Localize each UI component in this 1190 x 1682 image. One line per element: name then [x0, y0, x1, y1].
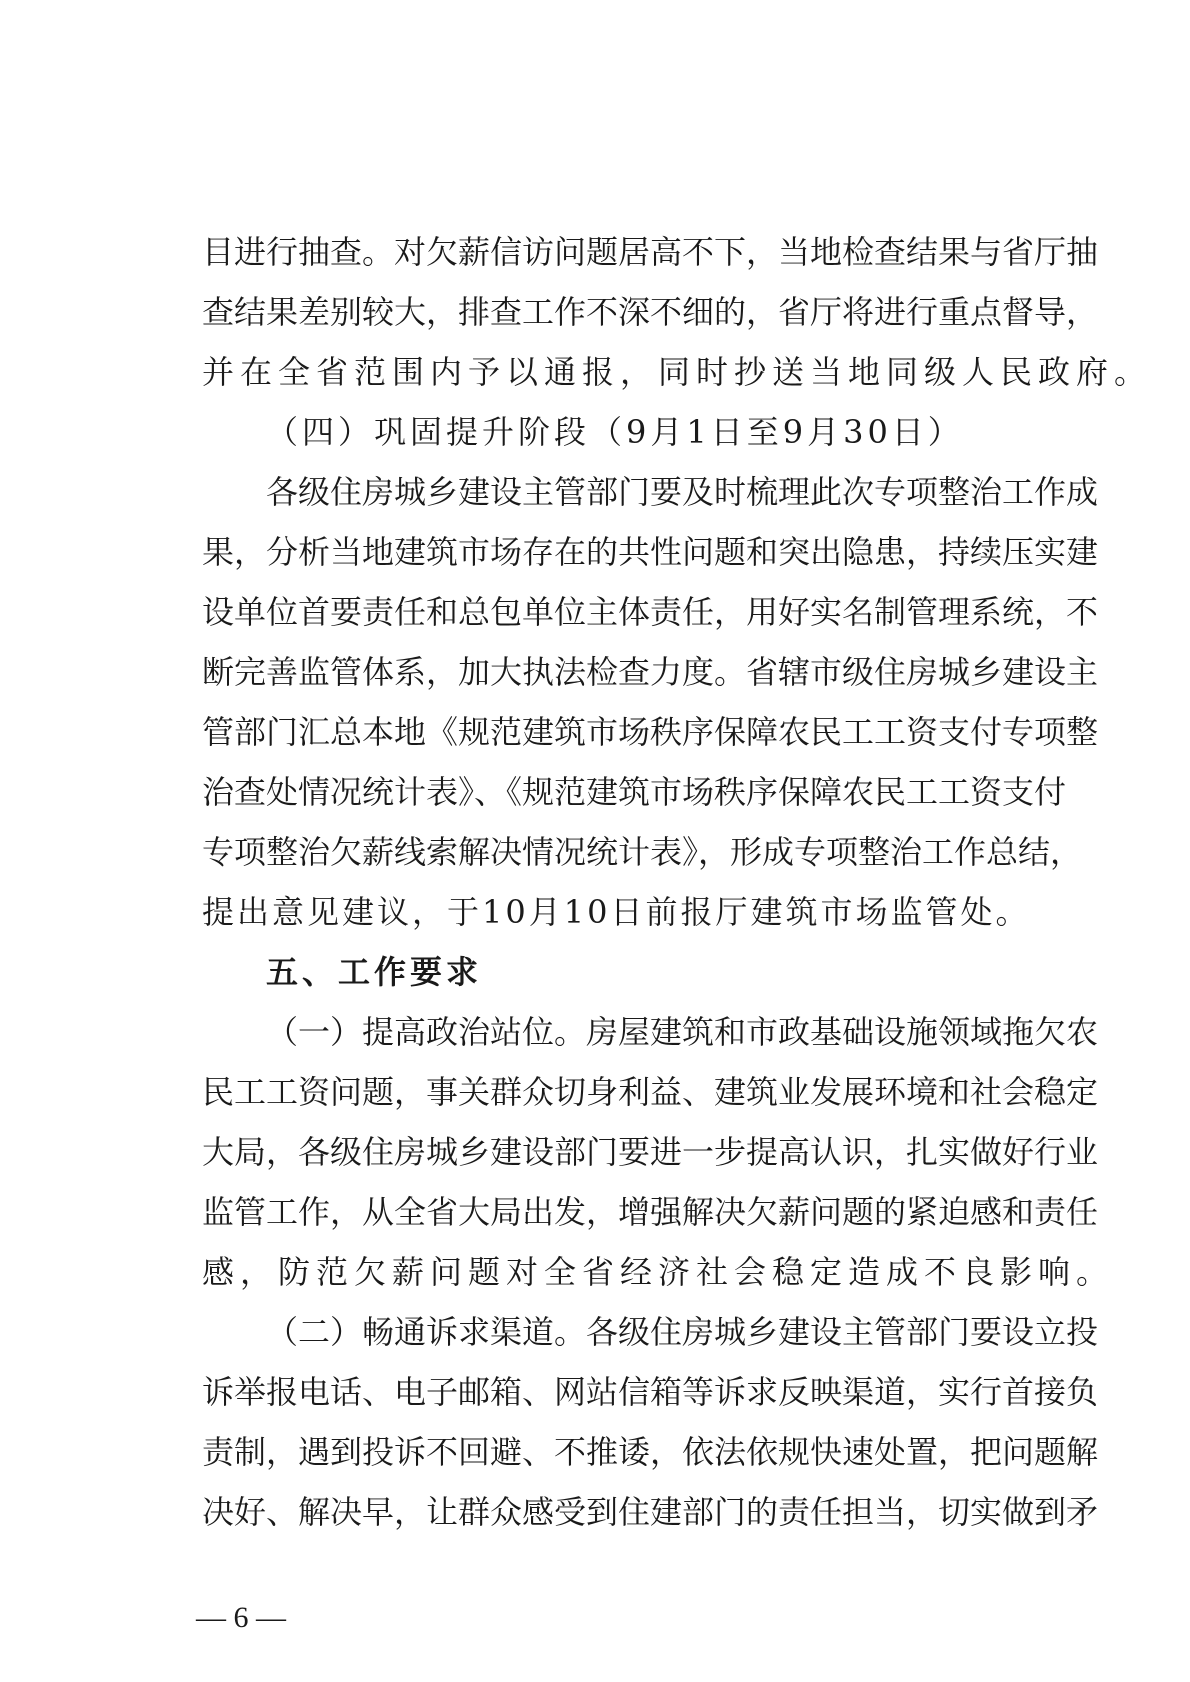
paragraph-line: 目进行抽查。对欠薪信访问题居高不下，当地检查结果与省厅抽: [202, 233, 1099, 271]
paragraph-line: 设单位首要责任和总包单位主体责任，用好实名制管理系统，不: [202, 593, 1099, 631]
paragraph-line: 并在全省范围内予以通报，同时抄送当地同级人民政府。: [202, 353, 1153, 391]
paragraph-line: 断完善监管体系，加大执法检查力度。省辖市级住房城乡建设主: [202, 653, 1099, 691]
paragraph-line: 民工工资问题，事关群众切身利益、建筑业发展环境和社会稳定: [202, 1073, 1099, 1111]
paragraph-line: 果，分析当地建筑市场存在的共性问题和突出隐患，持续压实建: [202, 533, 1099, 571]
paragraph-line: （二）畅通诉求渠道。各级住房城乡建设主管部门要设立投: [266, 1313, 1099, 1351]
paragraph-line: 各级住房城乡建设主管部门要及时梳理此次专项整治工作成: [266, 473, 1099, 511]
paragraph-line: 诉举报电话、电子邮箱、网站信箱等诉求反映渠道，实行首接负: [202, 1373, 1099, 1411]
paragraph-line: 大局，各级住房城乡建设部门要进一步提高认识，扎实做好行业: [202, 1133, 1099, 1171]
paragraph-line: 决好、解决早，让群众感受到住建部门的责任担当，切实做到矛: [202, 1493, 1099, 1531]
paragraph-line: 治查处情况统计表》、《规范建筑市场秩序保障农民工工资支付: [202, 773, 1067, 811]
paragraph-line: （一）提高政治站位。房屋建筑和市政基础设施领域拖欠农: [266, 1013, 1099, 1051]
paragraph-line: 责制，遇到投诉不回避、不推诿，依法依规快速处置，把问题解: [202, 1433, 1099, 1471]
paragraph-line: 管部门汇总本地《规范建筑市场秩序保障农民工工资支付专项整: [202, 713, 1099, 751]
paragraph-line: 监管工作，从全省大局出发，增强解决欠薪问题的紧迫感和责任: [202, 1193, 1099, 1231]
paragraph-line: 查结果差别较大，排查工作不深不细的，省厅将进行重点督导，: [202, 293, 1099, 331]
section-heading: （四）巩固提升阶段（9月1日至9月30日）: [266, 413, 964, 451]
page-number: — 6 —: [196, 1601, 286, 1634]
section-heading: 五、工作要求: [266, 953, 483, 991]
paragraph-line: 专项整治欠薪线索解决情况统计表》，形成专项整治工作总结，: [202, 833, 1083, 871]
paragraph-line: 提出意见建议，于10月10日前报厅建筑市场监管处。: [202, 893, 1031, 931]
paragraph-line: 感，防范欠薪问题对全省经济社会稳定造成不良影响。: [202, 1253, 1115, 1291]
